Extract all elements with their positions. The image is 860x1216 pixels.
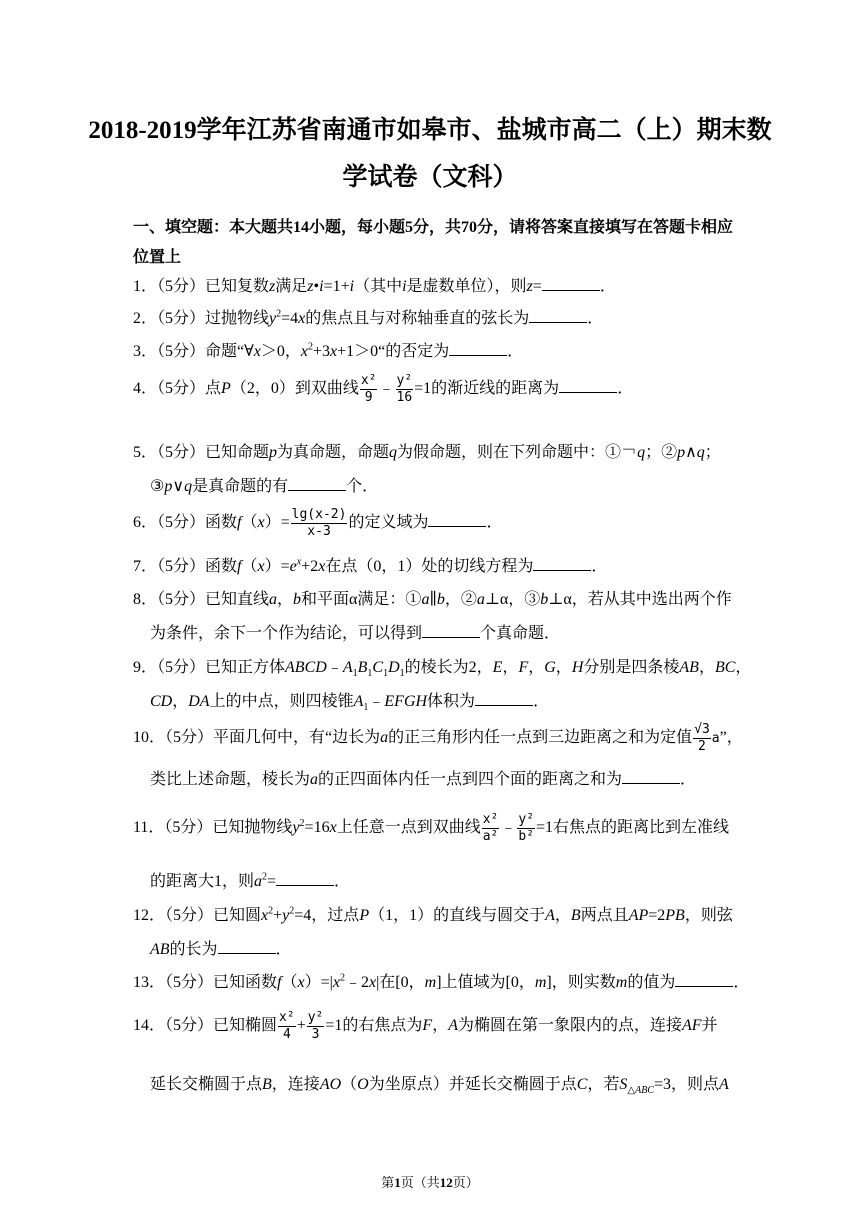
question-3: 3．（5分）命题“∀x＞0，$x^2+3x+1>0“$的否定为 ． [133,341,524,360]
question-2: 2．（5分）过抛物线$y^2=4x$的焦点且与对称轴垂直的弦长为 ． [133,308,604,327]
fraction: $\frac{√3}{2}$ [694,722,710,754]
answer-blank [675,974,733,987]
section-heading-cont: 位置上 [133,249,182,266]
question-1: 1．（5分）已知复数z满足z•i=1+i（其中i是虚数单位），则z= ． [133,278,616,295]
question-5-cont: ③p∨q是真命题的有 个． [150,478,379,495]
answer-blank [449,343,507,356]
question-5: 5．（5分）已知命题p为真命题，命题q为假命题，则在下列命题中：①￢q；②p∧q； [133,444,721,461]
answer-blank [276,873,334,886]
fraction: $\frac{\text{y²}}{3}$ [307,1010,324,1042]
question-12-cont: AB的长为 ． [150,941,292,958]
answer-blank [533,558,591,571]
fraction: $\frac{\text{y²}}{16}$ [396,373,413,405]
document-title-line1: 2018-2019学年江苏省南通市如皋市、盐城市高二（上）期末数 [88,117,772,144]
question-6: 6．（5分）函数f（x）= $\frac{\lg(x-2)}{x-3}$ 的定义域为 ． [133,507,503,539]
question-8-cont: 为条件，余下一个作为结论，可以得到 个真命题． [150,625,561,642]
question-4: 4．（5分）点P（2，0）到双曲线 $\frac{\text{x²}}{9}$ ﹣ $\frac{\text{y²}}{16}$ =1的渐近线的距离为 ． [133,373,634,405]
answer-blank [218,941,276,954]
question-9: 9．（5分）已知正方体$ABCD﹣A_1B_1C_1D_1$的棱长为2，E，F，G，H分别是四条棱AB，BC， [133,659,752,680]
answer-blank [422,625,480,638]
question-7: 7．（5分）函数$f(x)=e^x+2x$在点（0，1）处的切线方程为 ． [133,556,608,575]
fraction: $\frac{\text{y²}}{\text{b²}}$ [518,812,535,844]
section-heading: 一、填空题：本大题共14小题，每小题5分，共70分，请将答案直接填写在答题卡相应 [133,219,734,236]
page-footer: 第1页（共12页） [381,1175,479,1190]
document-title-line2: 学试卷（文科） [342,164,518,191]
question-10-cont: 类比上述命题，棱长为a的正四面体内任一点到四个面的距离之和为 ． [150,771,697,788]
answer-blank [559,380,617,393]
question-8: 8．（5分）已知直线a，b和平面α满足：①a∥b，②a⊥α，③b⊥α，若从其中选出两个作 [133,591,732,608]
question-11-cont: 的距离大1，则$a^2=$ ． [150,871,351,890]
answer-blank [529,310,587,323]
question-11: 11．（5分）已知抛物线$y^2=16x$上任意一点到双曲线 $\frac{\text{x²}}{\text{a²}}$ ﹣ $\frac{\text{y²}}{\text{b²}}$ =1右焦点的距离比到左准线 [133,812,730,844]
question-10: 10．（5分）平面几何中，有“边长为a的正三角形内任一点到三边距离之和为定值 $\frac{√3}{2}$ a”， [133,722,743,754]
question-13: 13．（5分）已知函数$f(x)=|x^2﹣2x|$在[0，m]上值域为[0，m]，则实数m的值为 ． [133,972,750,991]
answer-blank [428,514,486,527]
question-12: 12．（5分）已知圆$x^2+y^2=4$，过点P（1，1）的直线与圆交于A，B两点且AP=2PB，则弦 [133,905,733,924]
answer-blank [288,478,346,491]
question-14-cont: 延长交椭圆于点B，连接AO（O为坐原点）并延长交椭圆于点C，若$S_{\triangle ABC}=3$，则点A [150,1076,729,1097]
fraction: $\frac{\lg(x-2)}{x-3}$ [291,507,347,539]
question-14: 14．（5分）已知椭圆 $\frac{\text{x²}}{4}$ + $\frac{\text{y²}}{3}$ =1的右焦点为F，A为椭圆在第一象限内的点，连接AF并 [133,1010,718,1042]
answer-blank [475,693,533,706]
answer-blank [542,278,600,291]
question-9-cont: CD，DA上的中点，则四棱锥$A_1﹣EFGH$体积为 ． [150,693,550,714]
fraction: $\frac{\text{x²}}{\text{a²}}$ [482,812,499,844]
fraction: $\frac{\text{x²}}{4}$ [279,1010,295,1042]
fraction: $\frac{\text{x²}}{9}$ [360,373,377,405]
answer-blank [622,771,680,784]
